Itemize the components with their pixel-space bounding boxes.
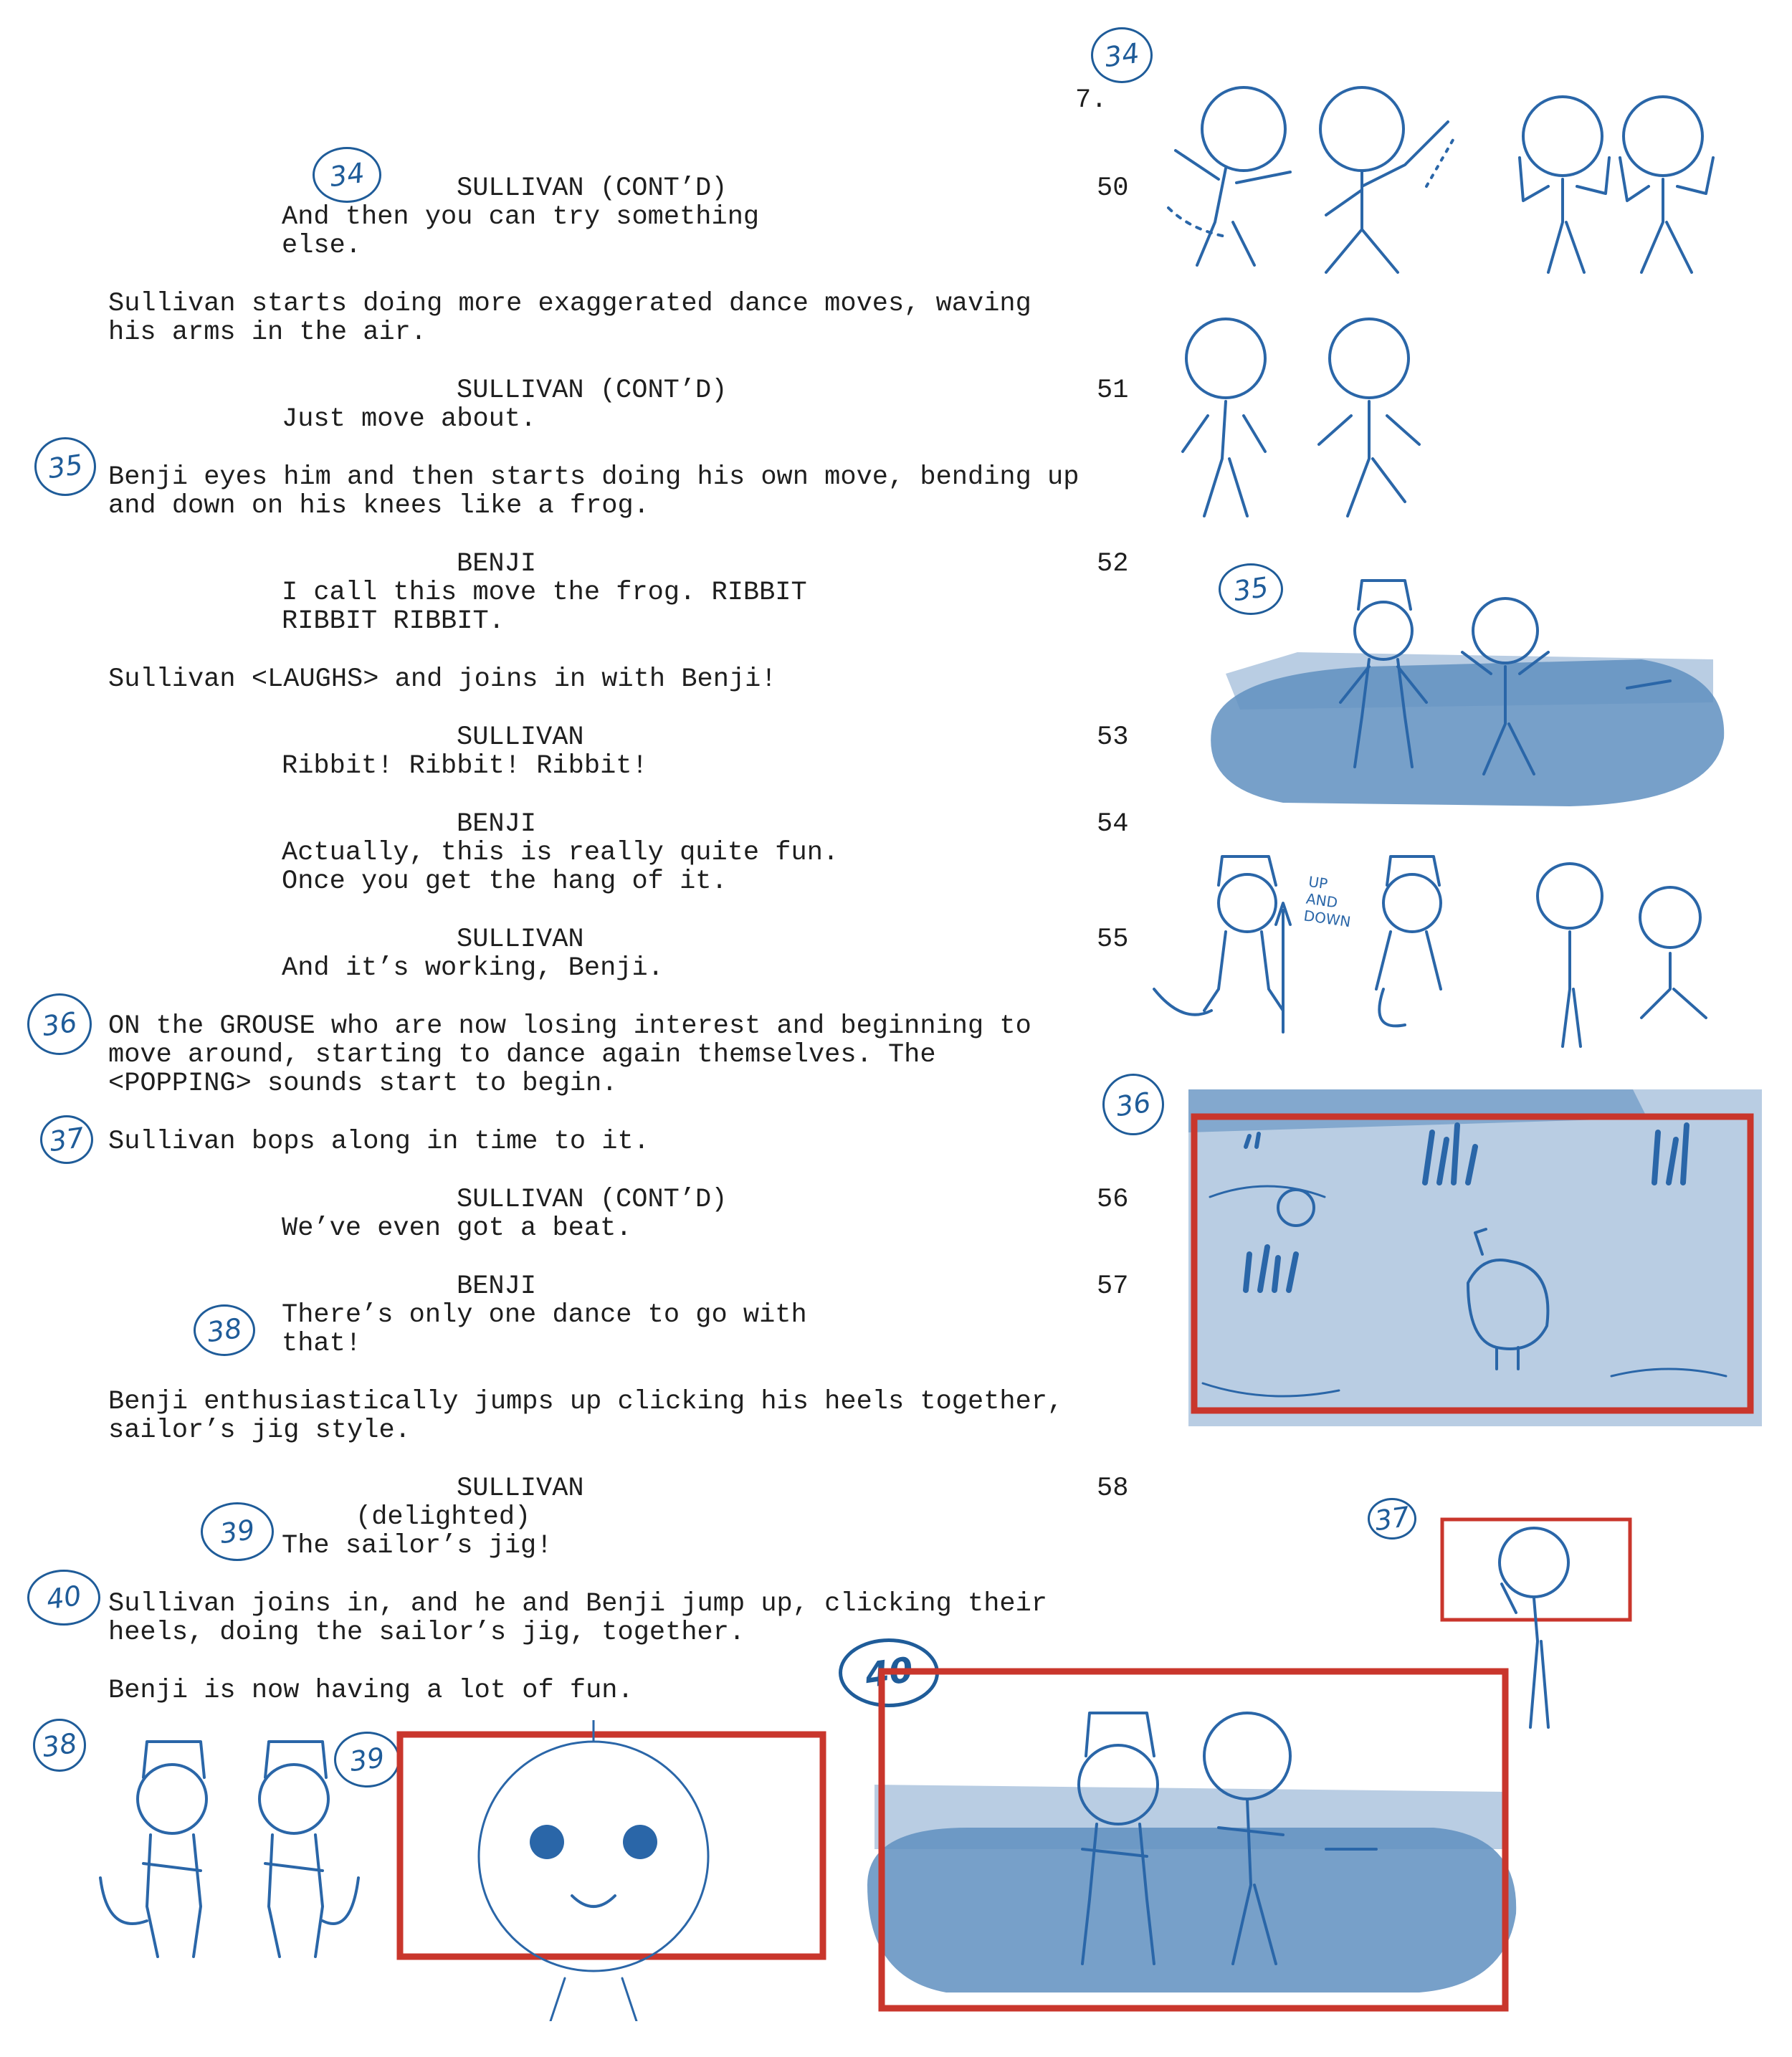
character-cue: BENJI (457, 809, 537, 839)
shot-number-circle: 36 (1102, 1074, 1164, 1135)
scene-number: 51 (1097, 376, 1129, 406)
note-line: AND (1305, 889, 1339, 912)
shot-number-circle: 35 (34, 437, 96, 496)
action-line: Benji enthusiastically jumps up clicking his heels together, (108, 1387, 1064, 1417)
shot-number-circle: 36 (27, 993, 92, 1055)
action-line: Benji is now having a lot of fun. (108, 1676, 634, 1706)
sketch-shot-38-two-grouse (86, 1720, 373, 1978)
dialogue-line: And it’s working, Benji. (282, 953, 664, 983)
dialogue-line: Actually, this is really quite fun. (282, 838, 839, 868)
dialogue-line: Once you get the hang of it. (282, 867, 728, 897)
note-line: DOWN (1302, 907, 1352, 931)
scene-number: 58 (1097, 1474, 1129, 1504)
dialogue-line: We’ve even got a beat. (282, 1213, 632, 1244)
action-line: Benji eyes him and then starts doing his own move, bending up (108, 462, 1080, 492)
scene-number: 53 (1097, 722, 1129, 753)
scene-number: 56 (1097, 1185, 1129, 1215)
character-cue: SULLIVAN (457, 722, 584, 753)
sketch-shot-40-sailors-jig (860, 1648, 1541, 2035)
shot-number-circle: 39 (334, 1732, 400, 1788)
scene-number: 50 (1097, 173, 1129, 204)
action-line: Sullivan bops along in time to it. (108, 1127, 649, 1157)
action-line: sailor’s jig style. (108, 1416, 411, 1446)
dialogue-line: else. (282, 231, 362, 261)
action-line: move around, starting to dance again themselves. The (108, 1040, 936, 1070)
action-line: Sullivan <LAUGHS> and joins in with Benji! (108, 664, 777, 695)
parenthetical: (delighted) (356, 1502, 531, 1532)
action-line: and down on his knees like a frog. (108, 491, 649, 521)
shot-number-circle: 34 (1091, 27, 1153, 83)
action-line: his arms in the air. (108, 318, 427, 348)
shot-number-circle: 38 (33, 1719, 86, 1772)
shot-number-circle: 34 (313, 147, 381, 203)
shot-number-circle: 40 (839, 1638, 939, 1707)
shot-number-circle: 38 (194, 1304, 255, 1356)
sketch-shot-35-frog-dance (1197, 566, 1742, 824)
dialogue-line: Just move about. (282, 404, 537, 434)
shot-number-circle: 37 (40, 1115, 93, 1164)
sketch-shot-34-dance-poses (1147, 50, 1778, 294)
character-cue: SULLIVAN (CONT’D) (457, 1185, 728, 1215)
dialogue-line: The sailor’s jig! (282, 1531, 553, 1561)
action-line: <POPPING> sounds start to begin. (108, 1069, 618, 1099)
page-number: 7. (1075, 85, 1107, 115)
dialogue-line: I call this move the frog. RIBBIT (282, 578, 807, 608)
shot-number-circle: 37 (1368, 1498, 1416, 1540)
action-line: Sullivan joins in, and he and Benji jump up, clicking their (108, 1589, 1048, 1619)
shot-number-circle: 39 (201, 1502, 274, 1561)
scene-number: 52 (1097, 549, 1129, 579)
dialogue-line: Ribbit! Ribbit! Ribbit! (282, 751, 648, 781)
sketch-shot-35-up-and-down (1140, 846, 1770, 1054)
shot-number-circle: 35 (1219, 563, 1283, 615)
dialogue-line: There’s only one dance to go with (282, 1300, 807, 1330)
dialogue-line: And then you can try something (282, 202, 760, 232)
action-line: ON the GROUSE who are now losing interest and beginning to (108, 1011, 1031, 1041)
character-cue: SULLIVAN (457, 1474, 584, 1504)
action-line: heels, doing the sailor’s jig, together. (108, 1618, 745, 1648)
scene-number: 55 (1097, 925, 1129, 955)
scene-number: 54 (1097, 809, 1129, 839)
note-line: UP (1307, 872, 1329, 893)
sketch-shot-36-grouse (1181, 1075, 1769, 1433)
scene-number: 57 (1097, 1271, 1129, 1302)
up-and-down-note (1302, 873, 1356, 930)
character-cue: BENJI (457, 1271, 537, 1302)
shot-number-circle: 40 (27, 1570, 100, 1626)
action-line: Sullivan starts doing more exaggerated dance moves, waving (108, 289, 1031, 319)
dialogue-line: RIBBIT RIBBIT. (282, 606, 505, 636)
dialogue-line: that! (282, 1329, 362, 1359)
character-cue: SULLIVAN (CONT’D) (457, 173, 728, 204)
sketch-shot-39-benji-closeup (393, 1720, 837, 2021)
character-cue: SULLIVAN (CONT’D) (457, 376, 728, 406)
character-cue: BENJI (457, 549, 537, 579)
character-cue: SULLIVAN (457, 925, 584, 955)
sketch-shot-34-reactions (1147, 308, 1477, 530)
